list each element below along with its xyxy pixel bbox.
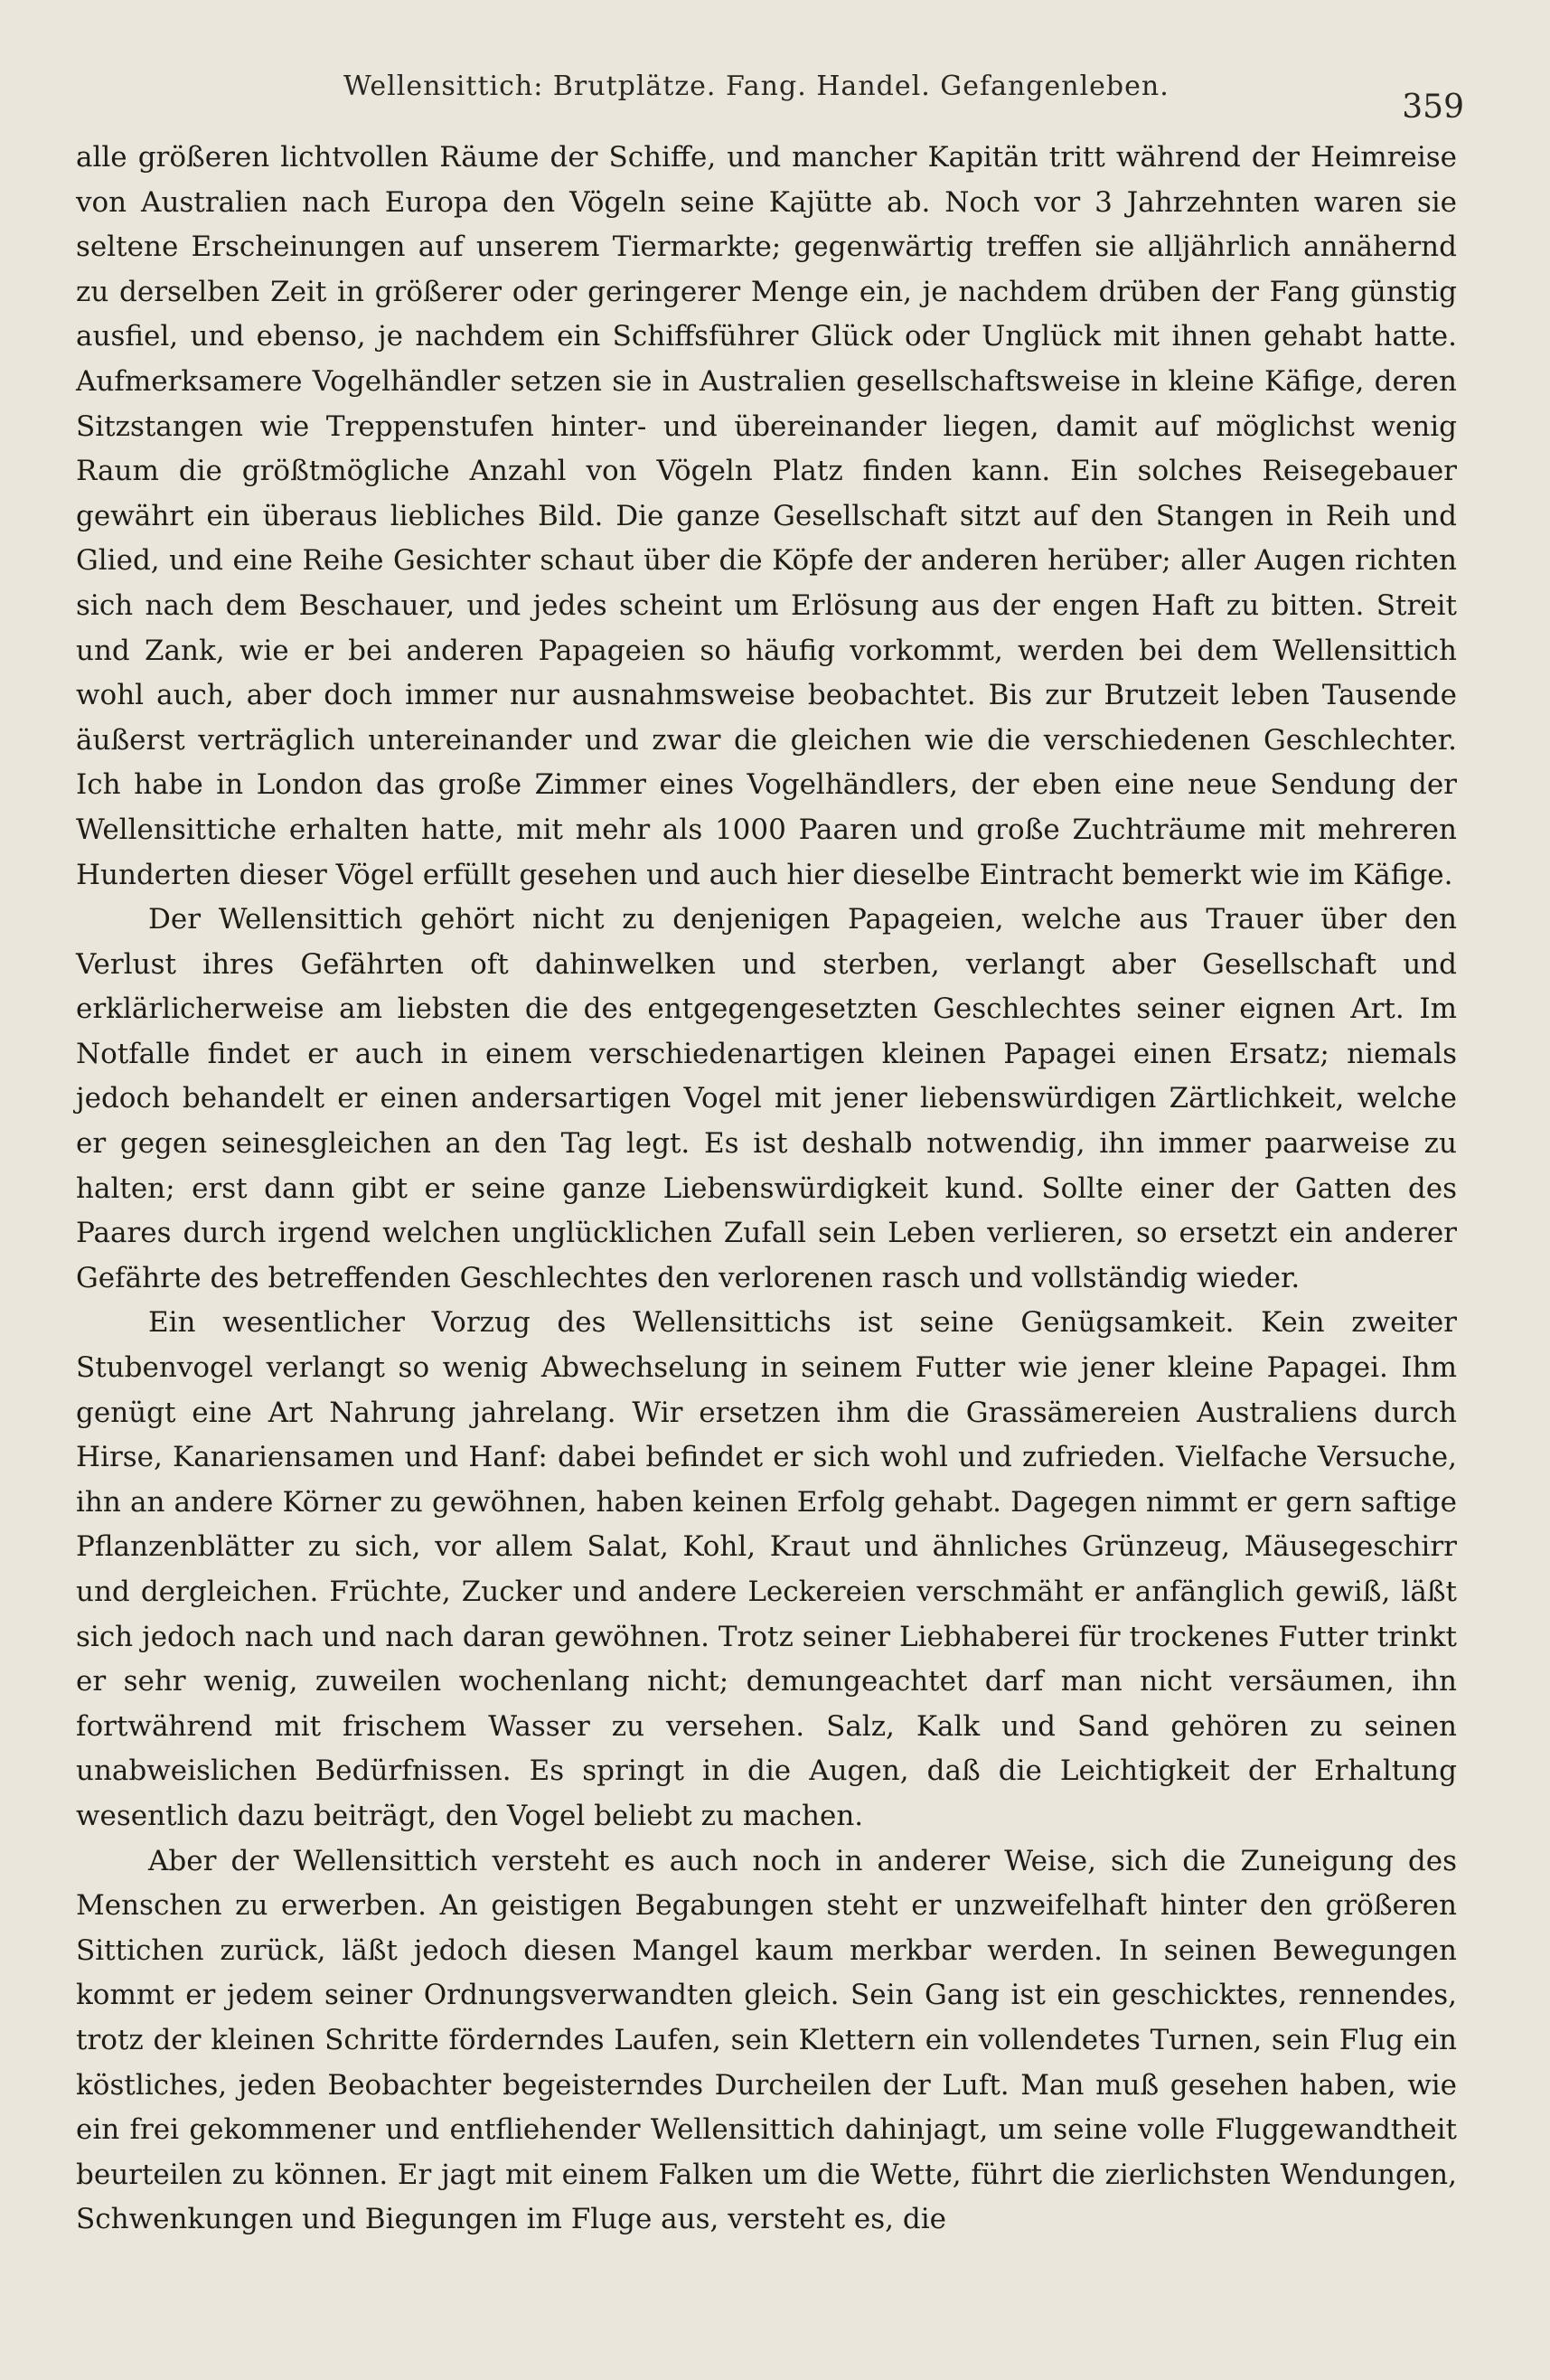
running-header bbox=[72, 65, 1464, 126]
paragraph-2: Der Wellensittich gehört nicht zu denjenigen Papageien, welche aus Trauer über den Verlust ihres Gefährten oft dahinwelken und sterben, verlangt aber Gesellschaft und erklärlicherweise am liebsten die des entgegengesetzten Geschlechtes seiner eignen Art. Im Notfalle findet er auch in einem verschiedenartigen kleinen Papagei einen Ersatz; niemals jedoch behandelt er einen andersartigen Vogel mit jener liebenswürdigen Zärtlichkeit, welche er gegen seinesgleichen an den Tag legt. Es ist deshalb notwendig, ihn immer paarweise zu halten; erst dann gibt er seine ganze Liebenswürdigkeit kund. Sollte einer der Gatten des Paares durch irgend welchen unglücklichen Zufall sein Leben verlieren, so ersetzt ein anderer Gefährte des betreffenden Geschlechtes den verlorenen rasch und vollständig wieder. bbox=[76, 903, 1457, 1294]
paragraph-1: alle größeren lichtvollen Räume der Schiffe, und mancher Kapitän tritt während der Heimreise von Australien nach Europa den Vögeln seine Kajütte ab. Noch vor 3 Jahrzehnten waren sie seltene Erscheinungen auf unserem Tiermarkte; gegenwärtig treffen sie alljährlich annähernd zu derselben Zeit in größerer oder geringerer Menge ein, je nachdem drüben der Fang günstig ausfiel, und ebenso, je nachdem ein Schiffsführer Glück oder Unglück mit ihnen gehabt hatte. Aufmerksamere Vogelhändler setzen sie in Australien gesellschaftsweise in kleine Käfige, deren Sitzstangen wie Treppenstufen hinter- und übereinander liegen, damit auf möglichst wenig Raum die größtmögliche Anzahl von Vögeln Platz finden kann. Ein solches Reisegebauer gewährt ein überaus liebliches Bild. Die ganze Gesellschaft sitzt auf den Stangen in Reih und Glied, und eine Reihe Gesichter schaut über die Köpfe der anderen herüber; aller Augen richten sich nach dem Beschauer, und jedes scheint um Erlösung aus der engen Haft zu bitten. Streit und Zank, wie er bei anderen Papageien so häufig vorkommt, werden bei dem Wellensittich wohl auch, aber doch immer nur ausnahmsweise beobachtet. Bis zur Brutzeit leben Tausende äußerst verträglich untereinander und zwar die gleichen wie die verschiedenen Geschlechter. Ich habe in London das große Zimmer eines Vogelhändlers, der eben eine neue Sendung der Wellensittiche erhalten hatte, mit mehr als 1000 Paaren und große Zuchträume mit mehreren Hunderten dieser Vögel erfüllt gesehen und auch hier dieselbe Eintracht bemerkt wie im Käfige. bbox=[76, 141, 1457, 891]
page-number: 359 bbox=[1402, 89, 1464, 126]
header-title: Wellensittich: Brutplätze. Fang. Handel. Gefangenleben. bbox=[343, 71, 1170, 102]
paragraph-3: Ein wesentlicher Vorzug des Wellensittichs ist seine Genügsamkeit. Kein zweiter Stubenvogel verlangt so wenig Abwechselung in seinem Futter wie jener kleine Papagei. Ihm genügt eine Art Nahrung jahrelang. Wir ersetzen ihm die Grassämereien Australiens durch Hirse, Kanariensamen und Hanf: dabei befindet er sich wohl und zufrieden. Vielfache Versuche, ihn an andere Körner zu gewöhnen, haben keinen Erfolg gehabt. Dagegen nimmt er gern saftige Pflanzenblätter zu sich, vor allem Salat, Kohl, Kraut und ähnliches Grünzeug, Mäusegeschirr und dergleichen. Früchte, Zucker und andere Leckereien verschmäht er anfänglich gewiß, läßt sich jedoch nach und nach daran gewöhnen. Trotz seiner Liebhaberei für trockenes Futter trinkt er sehr wenig, zuweilen wochenlang nicht; demungeachtet darf man nicht versäumen, ihn fortwährend mit frischem Wasser zu versehen. Salz, Kalk und Sand gehören zu seinen unabweislichen Bedürfnissen. Es springt in die Augen, daß die Leichtigkeit der Erhaltung wesentlich dazu beiträgt, den Vogel beliebt zu machen. bbox=[76, 1306, 1457, 1832]
body-text bbox=[76, 136, 1457, 2243]
paragraph-4: Aber der Wellensittich versteht es auch noch in anderer Weise, sich die Zuneigung des Menschen zu erwerben. An geistigen Begabungen steht er unzweifelhaft hinter den größeren Sittichen zurück, läßt jedoch diesen Mangel kaum merkbar werden. In seinen Bewegungen kommt er jedem seiner Ordnungsverwandten gleich. Sein Gang ist ein geschicktes, rennendes, trotz der kleinen Schritte förderndes Laufen, sein Klettern ein vollendetes Turnen, sein Flug ein köstliches, jeden Beobachter begeisterndes Durcheilen der Luft. Man muß gesehen haben, wie ein frei gekommener und entfliehender Wellensittich dahinjagt, um seine volle Fluggewandtheit beurteilen zu können. Er jagt mit einem Falken um die Wette, führt die zierlichsten Wendungen, Schwenkungen und Biegungen im Fluge aus, versteht es, die bbox=[76, 1844, 1457, 2236]
